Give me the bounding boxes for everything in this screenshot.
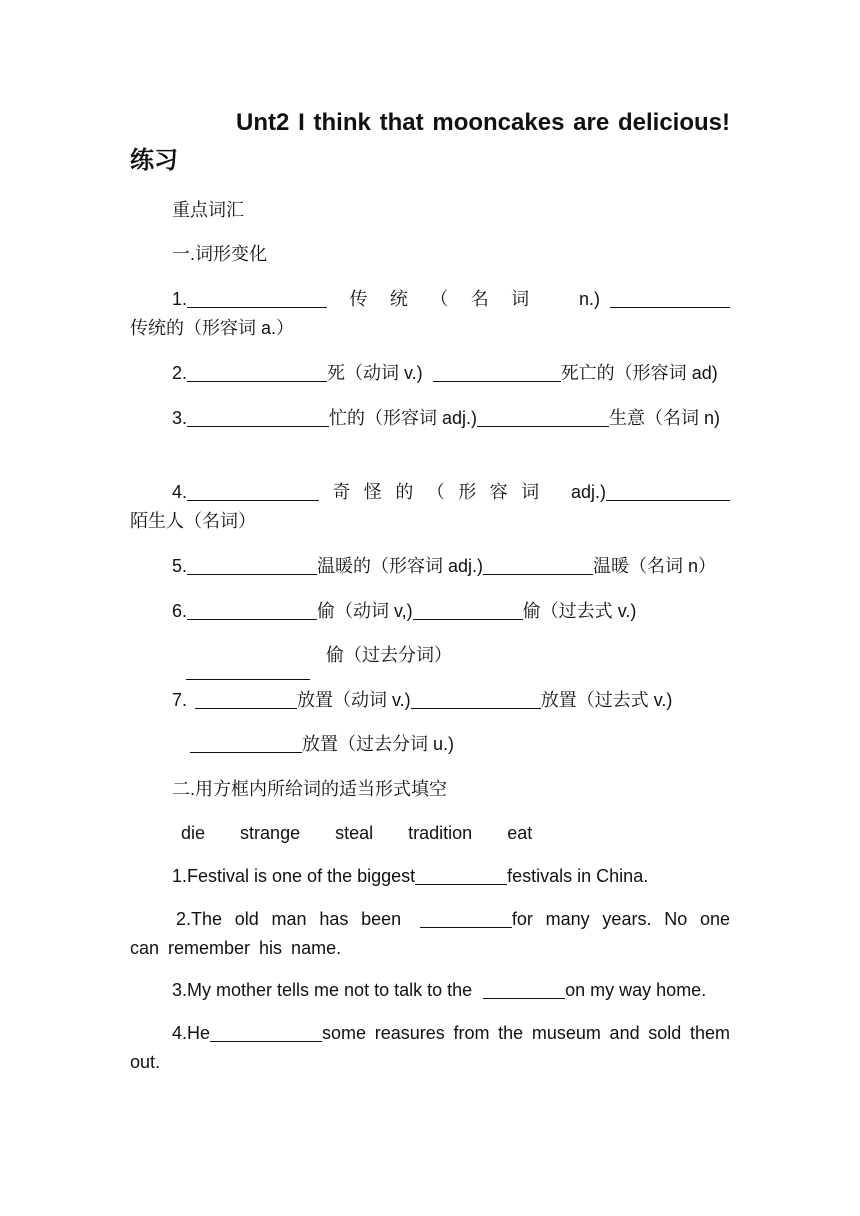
sentence-text: some reasures from the museum and sold them out. bbox=[130, 1023, 730, 1072]
answer-blank[interactable] bbox=[433, 361, 561, 382]
sentence-text: festivals in China. bbox=[507, 866, 649, 886]
answer-blank[interactable] bbox=[187, 406, 329, 427]
item-hint: 偷（过去式 v.) bbox=[522, 601, 637, 621]
item-number: 5. bbox=[172, 556, 188, 576]
word-form-item-4 bbox=[130, 478, 730, 536]
document-title: Unt2 I think that mooncakes are delicious!练习 bbox=[130, 109, 730, 174]
word-box-item: steal bbox=[335, 823, 374, 843]
answer-blank[interactable] bbox=[420, 907, 512, 928]
fill-sentence-2 bbox=[130, 905, 730, 963]
word-form-item-1 bbox=[130, 285, 730, 343]
item-hint: 偷（动词 v,) bbox=[317, 601, 413, 621]
item-number: 2. bbox=[172, 363, 188, 383]
item-hint: 生意（名词 n) bbox=[609, 408, 721, 428]
sentence-text: for many years. No one can remember his name. bbox=[130, 909, 730, 958]
item-number: 1. bbox=[172, 289, 188, 309]
answer-blank[interactable] bbox=[210, 1021, 322, 1042]
item-number: 4. bbox=[172, 482, 188, 502]
sentence-text: 3.My mother tells me not to talk to the bbox=[172, 980, 478, 1000]
item-hint: 放置（过去分词 u.) bbox=[302, 734, 455, 754]
answer-blank[interactable] bbox=[190, 732, 302, 753]
item-number: 6. bbox=[172, 601, 188, 621]
answer-blank[interactable] bbox=[411, 688, 541, 709]
item-hint: 传统（名词 n.) bbox=[327, 289, 600, 309]
answer-blank[interactable] bbox=[187, 287, 327, 308]
item-hint: 死（动词 v.) bbox=[327, 363, 423, 383]
answer-blank[interactable] bbox=[187, 361, 327, 382]
answer-blank[interactable] bbox=[187, 554, 317, 575]
section2-label: 二.用方框内所给词的适当形式填空 bbox=[172, 779, 447, 799]
word-form-item-2 bbox=[130, 359, 772, 388]
section1-label: 一.词形变化 bbox=[172, 244, 268, 264]
word-form-item-5 bbox=[130, 552, 772, 581]
item-number: 7. bbox=[172, 690, 188, 710]
word-form-item-6 bbox=[130, 597, 772, 626]
answer-blank[interactable] bbox=[483, 978, 565, 999]
answer-blank[interactable] bbox=[610, 287, 730, 308]
item-number: 3. bbox=[172, 408, 188, 428]
word-box bbox=[130, 819, 781, 848]
fill-sentence-3 bbox=[130, 976, 772, 1005]
sentence-text: 1.Festival is one of the biggest bbox=[172, 866, 416, 886]
answer-blank[interactable] bbox=[606, 480, 730, 501]
fill-sentence-4 bbox=[130, 1019, 730, 1077]
answer-blank[interactable] bbox=[415, 864, 507, 885]
word-box-item: eat bbox=[507, 823, 533, 843]
item-hint: 死亡的（形容词 ad) bbox=[560, 363, 718, 383]
item-hint: 传统的（形容词 a.） bbox=[130, 318, 295, 338]
answer-blank[interactable] bbox=[483, 554, 593, 575]
word-form-item-6-past-participle bbox=[130, 641, 860, 670]
item-hint: 温暖（名词 n） bbox=[593, 556, 717, 576]
item-hint: 奇怪的（形容词 adj.) bbox=[319, 482, 606, 502]
word-box-item: strange bbox=[240, 823, 301, 843]
word-box-item: tradition bbox=[408, 823, 473, 843]
sentence-text: on my way home. bbox=[565, 980, 707, 1000]
item-hint: 温暖的（形容词 adj.) bbox=[317, 556, 484, 576]
sentence-text: 2.The old man has been bbox=[176, 909, 414, 929]
answer-blank[interactable] bbox=[187, 480, 319, 501]
word-box-item: die bbox=[181, 823, 206, 843]
answer-blank[interactable] bbox=[477, 406, 609, 427]
sentence-text: 4.He bbox=[172, 1023, 211, 1043]
fill-sentence-1 bbox=[130, 862, 772, 891]
word-form-item-3 bbox=[130, 404, 730, 433]
item-hint: 忙的（形容词 adj.) bbox=[329, 408, 478, 428]
answer-blank[interactable] bbox=[413, 599, 523, 620]
section-heading: 重点词汇 bbox=[172, 200, 244, 220]
item-hint: 偷（过去分词） bbox=[326, 645, 452, 665]
item-hint: 陌生人（名词） bbox=[130, 511, 256, 531]
answer-blank[interactable] bbox=[195, 688, 297, 709]
word-form-item-7-past-participle bbox=[130, 730, 790, 759]
answer-blank[interactable] bbox=[186, 679, 310, 680]
word-form-item-7 bbox=[130, 686, 772, 715]
item-hint: 放置（过去式 v.) bbox=[540, 690, 673, 710]
answer-blank[interactable] bbox=[187, 599, 317, 620]
item-hint: 放置（动词 v.) bbox=[297, 690, 411, 710]
